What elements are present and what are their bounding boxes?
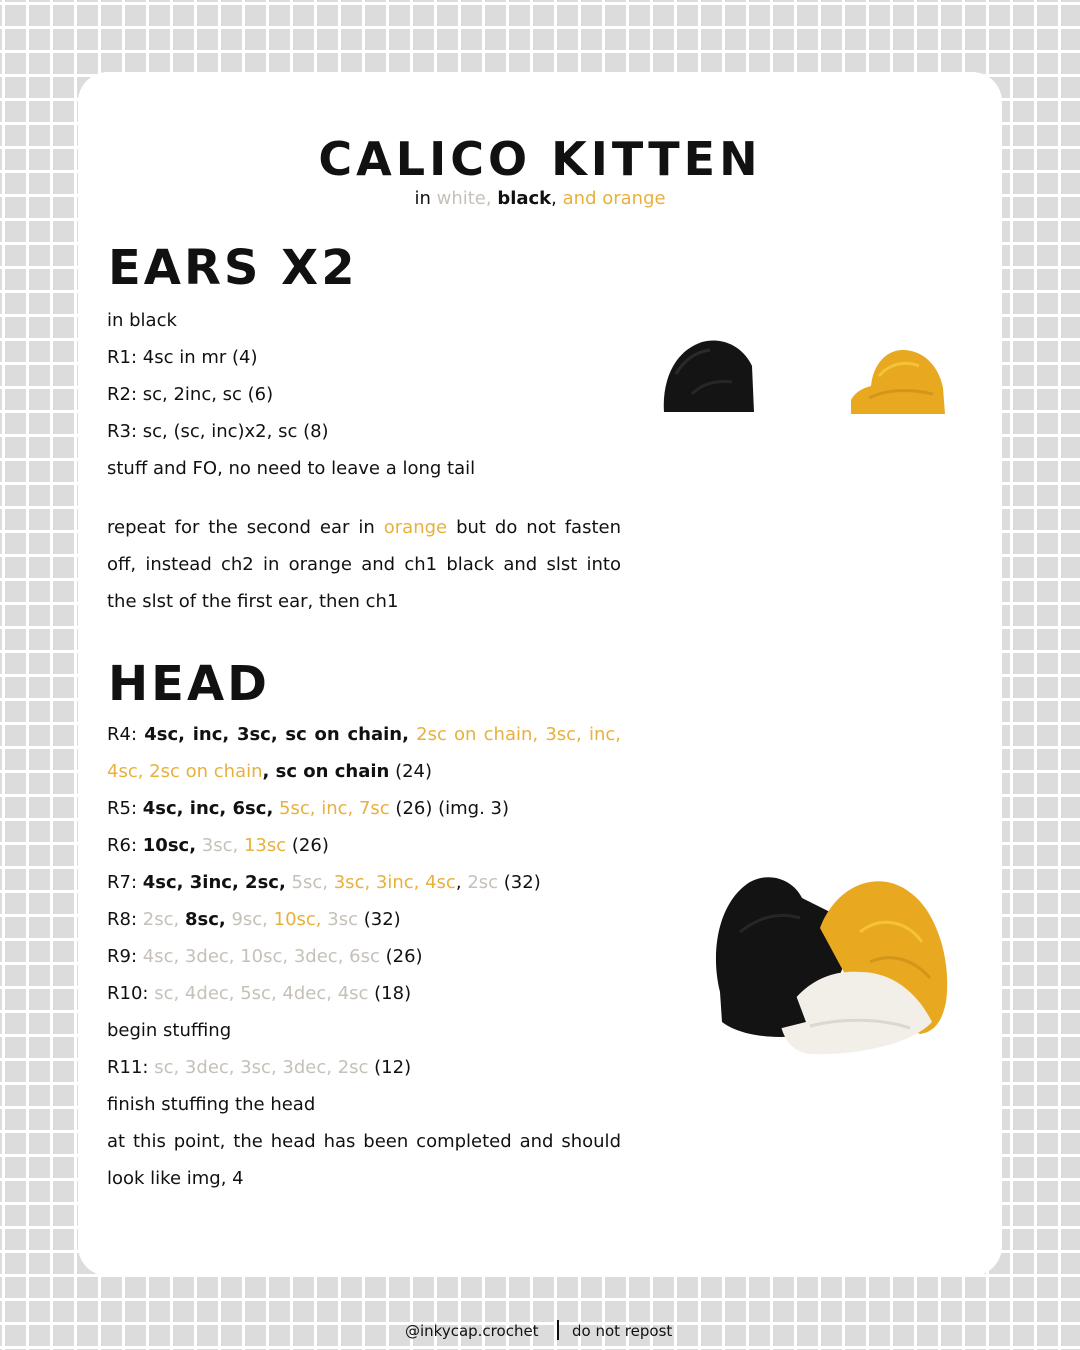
ears-heading: EARS X2 <box>108 240 358 296</box>
ears-line: R1: 4sc in mr (4) <box>107 347 258 368</box>
round-label: R7: <box>107 872 138 893</box>
round-label: R10: <box>107 983 149 1004</box>
round-white-stitches: sc, 3dec, 3sc, 3dec, 2sc <box>154 1057 369 1078</box>
ears-para-before: repeat for the second ear in <box>107 517 375 538</box>
round-white-stitches: 3sc, <box>201 835 239 856</box>
stitch-count: (32) <box>503 872 541 893</box>
round-label: R11: <box>107 1057 149 1078</box>
round-black-stitches: 4sc, 3inc, 2sc, <box>142 872 286 893</box>
round-orange-stitches: 5sc, inc, 7sc <box>279 798 390 819</box>
ears-para-after: but do not fasten off, instead ch2 in orange and ch1 black and slst into the slst of the first ear, then ch1 <box>107 517 621 612</box>
ears-repeat-paragraph <box>107 509 621 620</box>
subtitle-prefix: in <box>414 188 431 209</box>
pattern-title: CALICO KITTEN <box>318 132 762 186</box>
head-round-6 <box>107 827 623 864</box>
black-ear-photo <box>662 334 758 414</box>
subtitle-orange: and orange <box>562 188 666 209</box>
ears-line: stuff and FO, no need to leave a long tail <box>107 458 476 479</box>
footer <box>0 1320 1080 1344</box>
round-black-stitches: 8sc, <box>184 909 226 930</box>
head-closing-paragraph: at this point, the head has been completed and should look like img, 4 <box>107 1131 621 1189</box>
stitch-count: (26) <box>385 946 423 967</box>
round-black-stitches: 4sc, inc, 3sc, sc on chain, <box>144 724 409 745</box>
stitch-count: (18) <box>374 983 412 1004</box>
head-round-8 <box>107 901 623 938</box>
kitten-head-photo <box>710 872 954 1064</box>
round-white-stitches: 9sc, <box>231 909 268 930</box>
round-orange-stitches: 13sc <box>243 835 287 856</box>
ears-line: in black <box>107 310 177 331</box>
ears-line: R3: sc, (sc, inc)x2, sc (8) <box>107 421 329 442</box>
head-round-5 <box>107 790 623 827</box>
subtitle-black: black <box>497 188 552 209</box>
round-orange-stitches: 10sc, <box>273 909 322 930</box>
ears-para-orange: orange <box>383 517 448 538</box>
footer-divider <box>557 1320 559 1340</box>
head-round-7 <box>107 864 623 901</box>
stitch-count: (32) <box>363 909 401 930</box>
head-instructions <box>107 790 623 1123</box>
repost-notice: do not repost <box>572 1322 673 1340</box>
separator: , <box>455 872 462 893</box>
stitch-count: (26) (img. 3) <box>395 798 509 819</box>
head-round-11 <box>107 1049 623 1086</box>
round-label: R8: <box>107 909 138 930</box>
round-black-stitches: 4sc, inc, 6sc, <box>142 798 274 819</box>
subtitle-comma: , <box>551 188 557 209</box>
round-orange-stitches: 3sc, 3inc, 4sc <box>333 872 456 893</box>
begin-stuffing-note: begin stuffing <box>107 1020 232 1041</box>
color-subtitle <box>78 188 1002 209</box>
subtitle-white: white, <box>436 188 492 209</box>
author-handle: @inkycap.crochet <box>405 1322 539 1340</box>
stitch-count: (26) <box>291 835 329 856</box>
stitch-count: (24) <box>395 761 433 782</box>
head-round-9 <box>107 938 623 975</box>
head-round-4 <box>107 716 621 790</box>
round-label: R9: <box>107 946 138 967</box>
round-black-stitches: , sc on chain <box>262 761 390 782</box>
round-label: R5: <box>107 798 138 819</box>
round-black-stitches: 10sc, <box>142 835 197 856</box>
round-white-stitches: 4sc, 3dec, 10sc, 3dec, 6sc <box>142 946 380 967</box>
round-white-stitches: sc, 4dec, 5sc, 4dec, 4sc <box>154 983 369 1004</box>
ears-line: R2: sc, 2inc, sc (6) <box>107 384 274 405</box>
round-orange-stitches: 2sc on chain, 3sc, inc, 4sc, 2sc on chain <box>107 724 621 782</box>
round-label: R6: <box>107 835 138 856</box>
round-white-stitches: 2sc, <box>142 909 180 930</box>
round-white-stitches: 3sc <box>327 909 358 930</box>
head-round-10 <box>107 975 623 1012</box>
finish-stuffing-note: finish stuffing the head <box>107 1094 316 1115</box>
ears-instructions <box>107 302 623 487</box>
orange-ear-photo <box>849 346 947 416</box>
round-label: R4: <box>107 724 138 745</box>
round-white-stitches: 5sc, <box>291 872 328 893</box>
round-white-stitches: 2sc <box>467 872 499 893</box>
stitch-count: (12) <box>374 1057 412 1078</box>
head-heading: HEAD <box>108 656 270 712</box>
pattern-card <box>78 72 1002 1276</box>
